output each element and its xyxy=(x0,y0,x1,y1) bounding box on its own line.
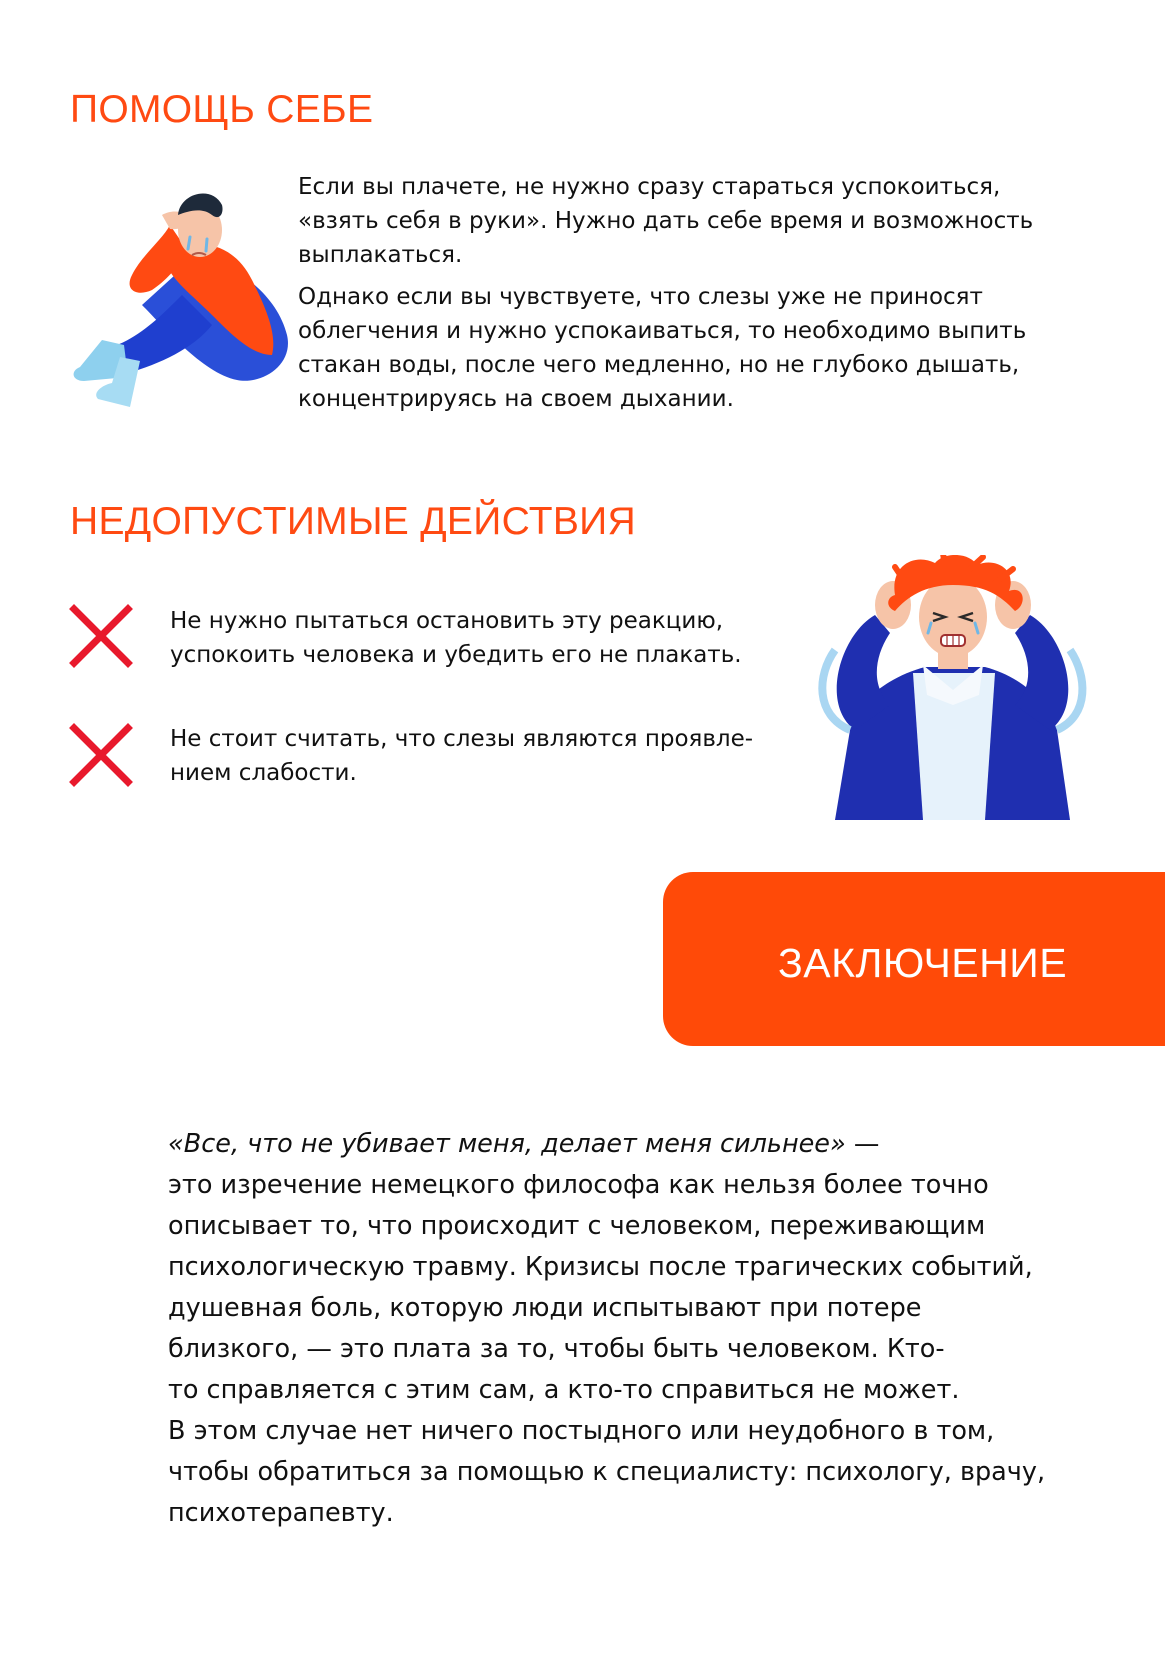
text-line: психотерапевту. xyxy=(168,1498,394,1528)
crying-sitting-man-illustration xyxy=(62,185,292,410)
text-line: чтобы обратиться за помощью к специалисту: психологу, врачу, xyxy=(168,1457,1046,1487)
text-line: успокоить человека и убедить его не плакать. xyxy=(170,642,742,668)
text-line: это изречение немецкого философа как нельзя более точно xyxy=(168,1170,989,1200)
self-help-paragraph-1 xyxy=(298,170,1098,272)
text-line: психологическую травму. Кризисы после трагических событий, xyxy=(168,1252,1033,1282)
text-line: «взять себя в руки». Нужно дать себе время и возможность xyxy=(298,208,1034,234)
text-line: Не нужно пытаться остановить эту реакцию, xyxy=(170,608,724,634)
conclusion-paragraph xyxy=(168,1124,1098,1534)
forbidden-item-2 xyxy=(170,722,790,790)
quote-dash: — xyxy=(845,1129,880,1159)
text-line: нием слабости. xyxy=(170,760,357,786)
text-line: Однако если вы чувствуете, что слезы уже не приносят xyxy=(298,284,983,310)
section-title-conclusion: ЗАКЛЮЧЕНИЕ xyxy=(778,940,1068,986)
forbidden-item-1 xyxy=(170,604,790,672)
text-line: выплакаться. xyxy=(298,242,463,268)
text-line: душевная боль, которую люди испытывают при потере xyxy=(168,1293,922,1323)
text-line: описывает то, что происходит с человеком, переживающим xyxy=(168,1211,986,1241)
cross-mark-icon xyxy=(68,603,134,669)
quote-line xyxy=(168,1124,1098,1165)
cross-mark-icon xyxy=(68,722,134,788)
section-title-forbidden-actions: НЕДОПУСТИМЫЕ ДЕЙСТВИЯ xyxy=(70,500,636,543)
text-line: Если вы плачете, не нужно сразу стараться успокоиться, xyxy=(298,174,1001,200)
text-line: стакан воды, после чего медленно, но не глубоко дышать, xyxy=(298,352,1020,378)
text-line: В этом случае нет ничего постыдного или неудобного в том, xyxy=(168,1416,995,1446)
frustrated-man-illustration xyxy=(795,555,1110,820)
text-line: Не стоит считать, что слезы являются проявле- xyxy=(170,726,754,752)
section-title-self-help: ПОМОЩЬ СЕБЕ xyxy=(70,88,374,131)
quote-text: «Все, что не убивает меня, делает меня сильнее» xyxy=(168,1129,846,1159)
text-line: облегчения и нужно успокаиваться, то необходимо выпить xyxy=(298,318,1027,344)
self-help-paragraph-2 xyxy=(298,280,1098,416)
text-line: близкого, — это плата за то, чтобы быть человеком. Кто- xyxy=(168,1334,945,1364)
text-line: то справляется с этим сам, а кто-то справиться не может. xyxy=(168,1375,960,1405)
text-line: концентрируясь на своем дыхании. xyxy=(298,386,734,412)
